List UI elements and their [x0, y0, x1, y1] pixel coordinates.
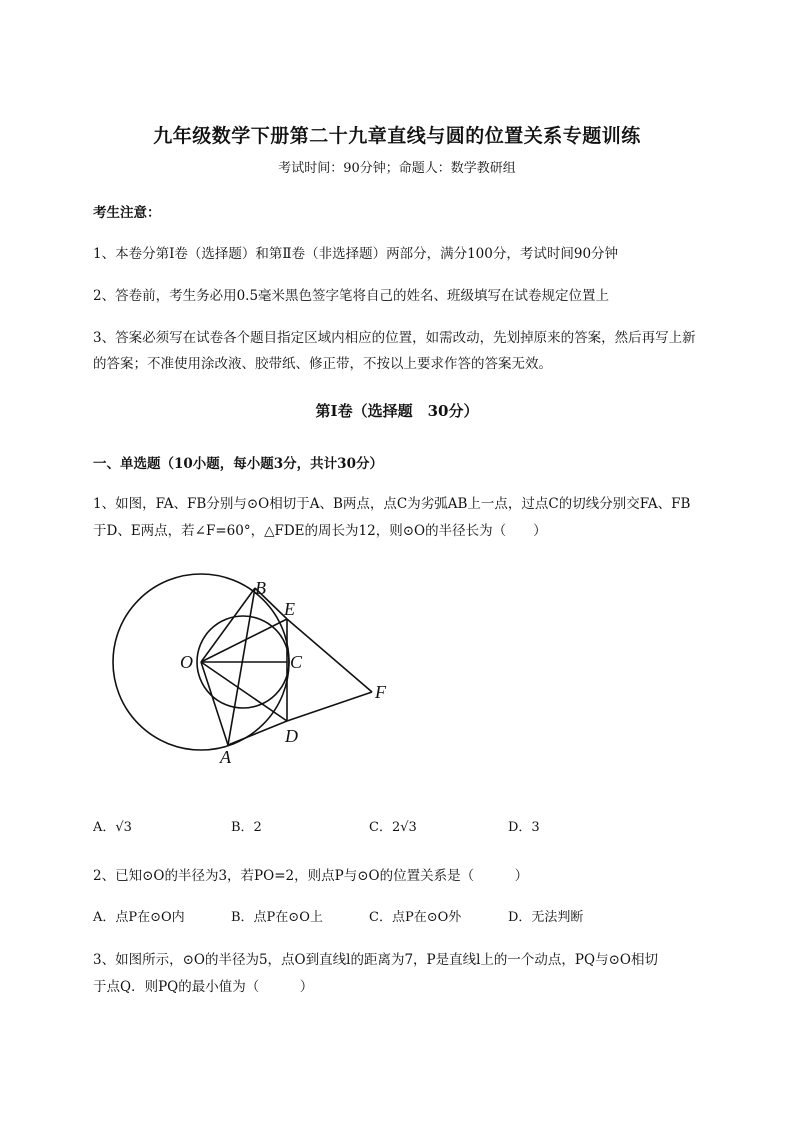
segment-DF	[287, 692, 372, 721]
label-A: A	[220, 747, 231, 767]
question-3-line-2: 于点Q．则PQ的最小值为（ ）	[93, 979, 314, 995]
notice-heading: 考生注意：	[93, 205, 161, 221]
segment-OB	[201, 588, 255, 662]
q2-option-b[interactable]: B．点P在⊙O上	[231, 910, 323, 925]
notice-item-1: 1、本卷分第Ⅰ卷（选择题）和第Ⅱ卷（非选择题）两部分，满分100分，考试时间90分钟	[93, 246, 619, 262]
segment-BA	[228, 588, 255, 745]
q2-option-d[interactable]: D．无法判断	[508, 910, 584, 925]
segment-AD	[228, 721, 287, 745]
label-C: C	[290, 652, 303, 672]
segment-OD	[201, 662, 287, 721]
question-3-line-1: 3、如图所示，⊙O的半径为5，点O到直线l的距离为7，P是直线l上的一个动点，PQ与⊙O相切	[93, 952, 658, 968]
q1-option-b[interactable]: B．2	[231, 820, 262, 835]
question-1-line-1: 1、如图，FA、FB分别与⊙O相切于A、B两点，点C为劣弧AB上一点，过点C的切线分别交FA、FB	[93, 496, 691, 512]
tangent-circle-figure	[100, 570, 410, 775]
label-O: O	[180, 652, 193, 672]
q1-option-c[interactable]: C．2√3	[369, 820, 417, 835]
q1-option-d[interactable]: D．3	[508, 820, 540, 835]
notice-item-2: 2、答卷前，考生务必用0.5毫米黑色签字笔将自己的姓名、班级填写在试卷规定位置上	[93, 288, 610, 304]
exam-info: 考试时间：90分钟；命题人：数学教研组	[278, 161, 516, 176]
notice-item-3-line-2: 的答案；不准使用涂改液、胶带纸、修正带，不按以上要求作答的答案无效。	[93, 356, 552, 372]
label-B: B	[255, 578, 266, 598]
page-title: 九年级数学下册第二十九章直线与圆的位置关系专题训练	[153, 125, 641, 147]
notice-item-3-line-1: 3、答案必须写在试卷各个题目指定区域内相应的位置，如需改动，先划掉原来的答案，然后再写上新	[93, 330, 696, 346]
label-F: F	[375, 682, 386, 702]
section-title: 第Ⅰ卷（选择题 30分）	[315, 402, 479, 420]
question-1-line-2: 于D、E两点，若∠F=60°，△FDE的周长为12，则⊙O的半径长为（ ）	[93, 523, 547, 539]
part-heading: 一、单选题（10小题，每小题3分，共计30分）	[93, 456, 383, 472]
label-E: E	[284, 599, 295, 619]
q1-option-a[interactable]: A．√3	[93, 820, 132, 835]
question-2-line-1: 2、已知⊙O的半径为3，若PO=2，则点P与⊙O的位置关系是（ ）	[93, 868, 529, 884]
q2-option-a[interactable]: A．点P在⊙O内	[93, 910, 185, 925]
q2-option-c[interactable]: C．点P在⊙O外	[369, 910, 462, 925]
label-D: D	[285, 726, 298, 746]
